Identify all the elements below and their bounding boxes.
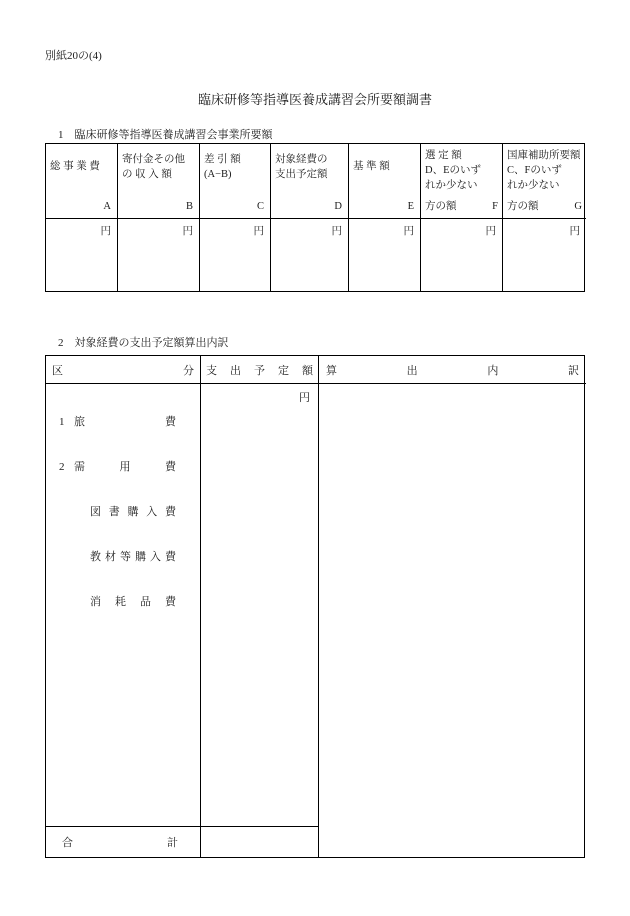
header-text: 区分 — [52, 364, 194, 377]
item-name: 消耗品費 — [90, 596, 176, 608]
header-line: (A−B) — [204, 169, 232, 180]
header-keyline — [425, 199, 498, 214]
col-header-subsidy-required — [503, 144, 586, 219]
col-header-balance — [200, 144, 271, 219]
item-name: 教材等購入費 — [90, 551, 176, 563]
requirements-table — [45, 143, 585, 292]
yen-unit: 円 — [403, 226, 414, 237]
corner-label: 別紙20の(4) — [45, 50, 102, 62]
header-line: 差 引 額 — [204, 154, 241, 165]
amount-cell-e — [349, 219, 421, 291]
expense-item-supplies — [59, 459, 176, 475]
yen-unit: 円 — [182, 226, 193, 237]
header-line: れか少ない — [425, 180, 478, 191]
category-list — [46, 384, 201, 827]
col-header-standard-amount — [349, 144, 421, 219]
amount-cell-a — [46, 219, 118, 291]
yen-unit: 円 — [100, 226, 111, 237]
column-key-g: G — [574, 201, 582, 212]
yen-unit: 円 — [331, 226, 342, 237]
expense-item-consumables — [59, 594, 176, 610]
expense-item-books — [59, 504, 176, 520]
column-key-f: F — [492, 201, 498, 212]
column-key-b: B — [185, 201, 193, 212]
col-header-total-cost — [46, 144, 118, 219]
yen-unit: 円 — [253, 226, 264, 237]
header-text: 支出予定額 — [206, 364, 313, 377]
item-number — [59, 504, 74, 520]
expense-item-travel — [59, 414, 176, 430]
header-line: C、Fのいず — [507, 165, 562, 176]
total-label: 合計 — [62, 837, 178, 849]
column-key-e: E — [407, 201, 414, 212]
amount-cell-c — [200, 219, 271, 291]
total-amount-cell — [201, 827, 319, 857]
item-number — [59, 549, 74, 565]
calculation-detail-cell — [319, 384, 586, 857]
section2-heading: 2 対象経費の支出予定額算出内訳 — [58, 337, 229, 349]
yen-unit: 円 — [299, 392, 310, 404]
amount-cell-d — [271, 219, 349, 291]
breakdown-table — [45, 355, 585, 858]
col-header-donations-income — [118, 144, 200, 219]
header-line: 基 準 額 — [353, 161, 390, 172]
header-line: 総 事 業 費 — [50, 161, 100, 172]
header-line: 対象経費の — [275, 154, 328, 165]
item-number — [59, 594, 74, 610]
yen-unit: 円 — [569, 226, 580, 237]
header-line: 寄付金その他 — [122, 154, 185, 165]
header-line: の 収 入 額 — [122, 169, 172, 180]
section1-heading: 1 臨床研修等指導医養成講習会事業所要額 — [58, 129, 273, 141]
col-header-planned-expense — [271, 144, 349, 219]
header-line: れか少ない — [507, 180, 560, 191]
column-key-a: A — [103, 201, 111, 212]
expense-item-teaching-materials — [59, 549, 176, 565]
amount-cell-b — [118, 219, 200, 291]
col-header-selected-amount — [421, 144, 503, 219]
yen-unit: 円 — [485, 226, 496, 237]
header-line: 方の額 — [507, 201, 539, 212]
header-keyline — [507, 199, 582, 214]
total-row-label-cell — [46, 827, 201, 857]
col-header-calculation — [319, 356, 586, 384]
col-header-category — [46, 356, 201, 384]
item-number: 1 — [59, 416, 65, 428]
col-header-planned-amount — [201, 356, 319, 384]
amount-cell-g — [503, 219, 586, 291]
item-name: 旅費 — [74, 416, 176, 428]
header-line: 方の額 — [425, 201, 457, 212]
item-name: 需用費 — [74, 461, 176, 473]
header-line: D、Eのいず — [425, 165, 481, 176]
item-name: 図書購入費 — [90, 506, 176, 518]
planned-amount-cell — [201, 384, 319, 827]
header-text: 算出内訳 — [326, 364, 579, 377]
column-key-c: C — [256, 201, 264, 212]
header-line: 国庫補助所要額 — [507, 150, 581, 161]
amount-cell-f — [421, 219, 503, 291]
item-number: 2 — [59, 461, 65, 473]
header-line: 支出予定額 — [275, 169, 328, 180]
column-key-d: D — [334, 201, 342, 212]
header-line: 選 定 額 — [425, 150, 462, 161]
page-title: 臨床研修等指導医養成講習会所要額調書 — [197, 92, 432, 107]
